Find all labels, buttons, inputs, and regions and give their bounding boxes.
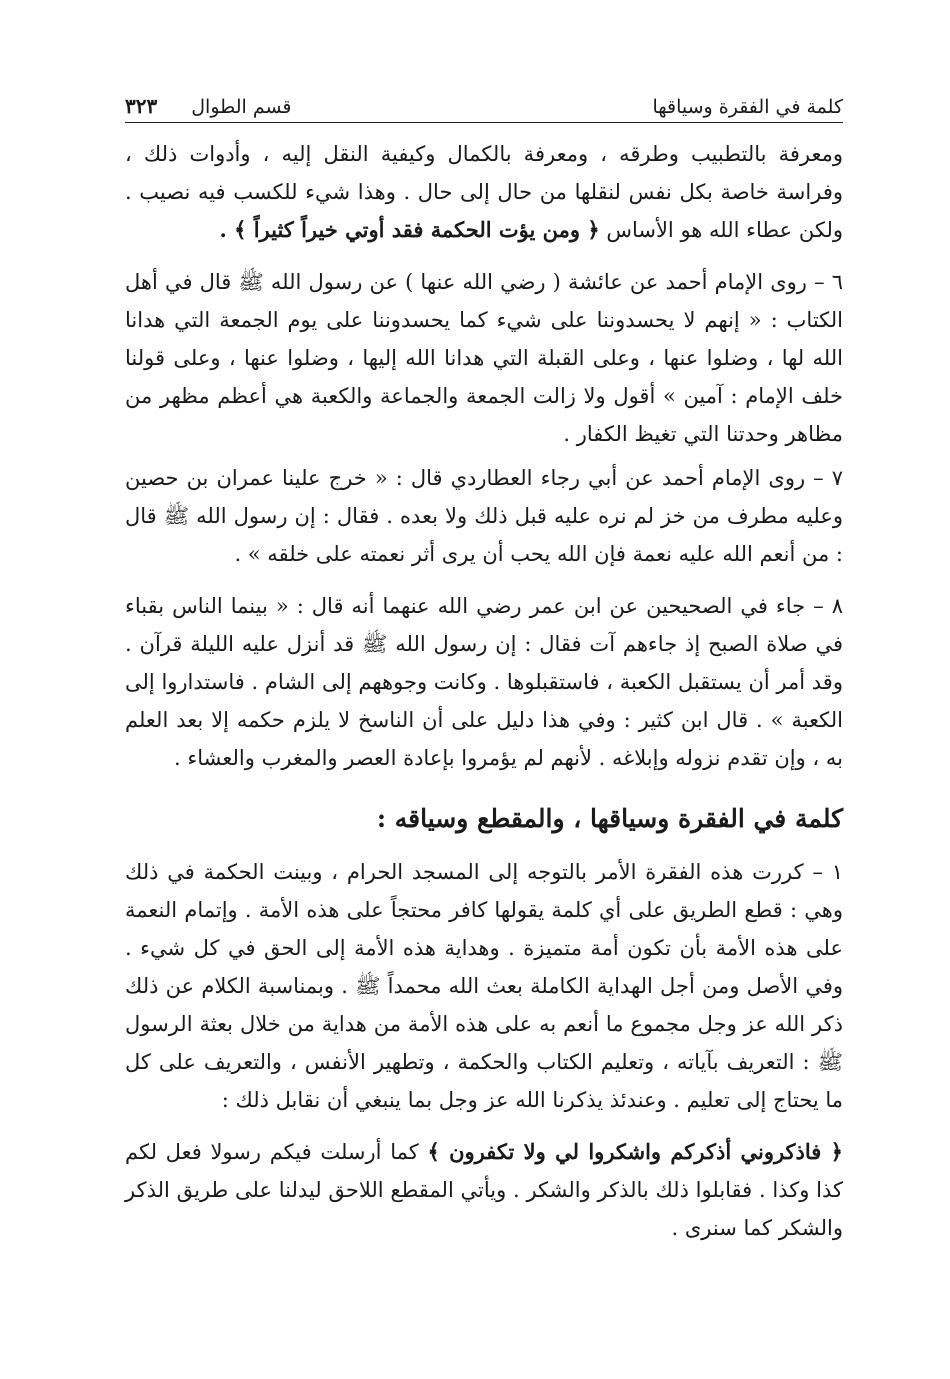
section-paragraph-1: ١ – كررت هذه الفقرة الأمر بالتوجه إلى المسجد الحرام ، وبينت الحكمة في ذلك وهي : قطع الطريق على أي كلمة يقولها كافر محتجاً على هذه الأمة . وإتمام النعمة على هذه الأمة بأن تكون أمة متميزة . وهداية هذه الأمة إلى الحق في كل شيء . وفي الأصل ومن أجل الهداية الكاملة بعث الله محمداً ﷺ . وبمناسبة الكلام عن ذلك ذكر الله عز وجل مجموع ما أنعم به على هذه الأمة من هداية من خلال بعثة الرسول ﷺ : التعريف بآياته ، وتعليم الكتاب والحكمة ، وتطهير الأنفس ، والتعريف على كل ما يحتاج إلى تعليم . وعندئذ يذكرنا الله عز وجل بما ينبغي أن نقابل ذلك : [125, 860, 843, 1112]
quran-quote: ﴿ ومن يؤت الحكمة فقد أوتي خيراً كثيراً ﴾ . [219, 217, 600, 242]
body-text [125, 135, 843, 1247]
running-header [125, 88, 843, 123]
paragraph-7: ٧ – روى الإمام أحمد عن أبي رجاء العطاردي قال : « خرج علينا عمران بن حصين وعليه مطرف من خز لم نره عليه قبل ذلك ولا بعده . فقال : إن رسول الله ﷺ قال : من أنعم الله عليه نعمة فإن الله يحب أن يرى أثر نعمته على خلقه » . [125, 466, 843, 566]
paragraph-6: ٦ – روى الإمام أحمد عن عائشة ( رضي الله عنها ) عن رسول الله ﷺ قال في أهل الكتاب : « إنهم لا يحسدوننا على شيء كما يحسدوننا على يوم الجمعة التي هدانا الله لها ، وضلوا عنها ، وعلى القبلة التي هدانا الله إليها ، وضلوا عنها ، وعلى قولنا خلف الإمام : آمين » أقول ولا زالت الجمعة والجماعة والكعبة هي أعظم مظهر من مظاهر وحدتنا التي تغيظ الكفار . [125, 270, 843, 446]
paragraph-continuation [125, 135, 843, 249]
quran-quote: ﴿ فاذكروني أذكركم واشكروا لي ولا تكفرون ﴾ [427, 1139, 843, 1164]
section-heading: كلمة في الفقرة وسياقها ، والمقطع وسياقه : [376, 804, 843, 833]
paragraph-8: ٨ – جاء في الصحيحين عن ابن عمر رضي الله عنهما أنه قال : « بينما الناس بقباء في صلاة الصبح إذ جاءهم آت فقال : إن رسول الله ﷺ قد أنزل عليه الليلة قرآن . وقد أمر أن يستقبل الكعبة ، فاستقبلوها . وكانت وجوههم إلى الشام . فاستداروا إلى الكعبة » . قال ابن كثير : وفي هذا دليل على أن الناسخ لا يلزم حكمه إلا بعد العلم به ، وإن تقدم نزوله وإبلاغه . لأنهم لم يؤمروا بإعادة العصر والمغرب والعشاء . [125, 594, 843, 770]
paragraph-text: ومعرفة بالتطبيب وطرقه ، ومعرفة بالكمال وكيفية النقل إليه ، وأدوات ذلك ، وفراسة خاصة بكل نفس لنقلها من حال إلى حال . وهذا شيء للكسب فيه نصيب . ولكن عطاء الله هو الأساس [125, 142, 843, 242]
section-paragraph-2 [125, 1133, 843, 1247]
section-name: قسم الطوال [191, 96, 292, 118]
chapter-title: كلمة في الفقرة وسياقها [652, 96, 843, 118]
paragraph-text: كما أرسلت فيكم رسولا فعل لكم كذا وكذا . فقابلوا ذلك بالذكر والشكر . ويأتي المقطع اللاحق ليدلنا على طريق الذكر والشكر كما سنرى . [125, 1140, 843, 1240]
document-page [125, 88, 843, 1253]
page-number: ٣٢٣ [125, 94, 158, 118]
